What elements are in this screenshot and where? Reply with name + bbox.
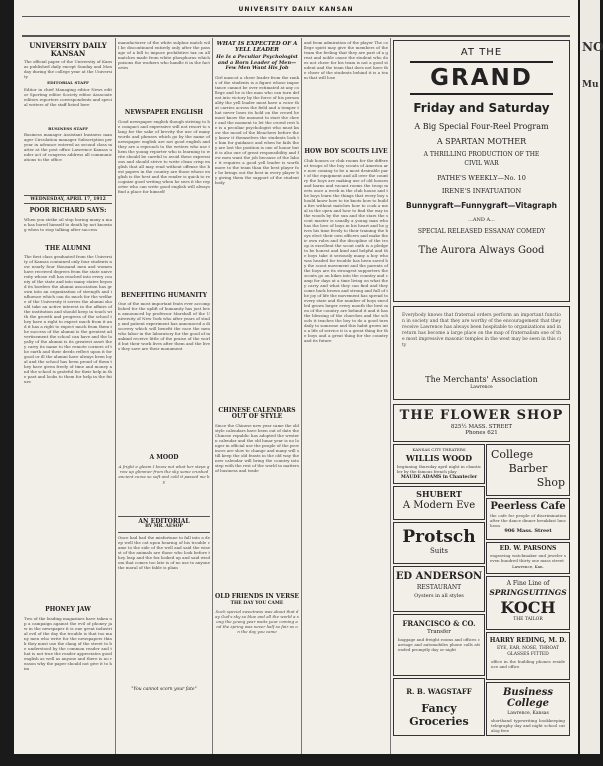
editorial-text: Once had had the misfortune to fall into a deep well the cat upon hearing of his trouble came to the side of the well and said the wisest of the animals are those who look before they leap and the fox looked up and said wisdom that comes too late is of no use to anyone the moral of the fable is plain [118,535,210,571]
francisco-ad [393,614,485,676]
francisco-sub: Transfer [427,629,451,635]
barber-title-1: College [491,448,534,461]
wagstaff-name: R. B. WAGSTAFF [406,687,472,696]
column-divider [115,38,116,754]
reding-line2: GLASSES FITTED [507,652,549,657]
willis-top: KANSAS CITY THEATERS [412,447,466,452]
alumni-text: The first class graduated from the University of Kansas contained only four students now nearly four thousand men and women have received degrees from the state university whose roll has reached into every county of the state and into many states beyond its borders the alumni association has grown into an organization of strength and influence which can do much for the welfare of the University it serves the alumni should take an active interest in the affairs of the institution and should keep in touch with the growth and progress of the school they have a right to expect much from it and it has a right to expect much from them the success of the alumni is the greatest advertisement the school can have and the loyalty of the alumni is its greatest asset they carry its name to the remote corners of the earth and their deeds reflect upon it for good or ill the alumni have always been loyal and the school has been proud of them they have given freely of time and money and the school is grateful for their help in the past and looks to them for help in the future [24,254,112,385]
peerless-address: 906 Mass. Street [504,528,552,534]
business-college-ad [486,682,570,736]
benefiting-humanity-text: One of the most important feats ever accomplished for the uplift of humanity has just been announced by professor Marshall of the University of New York who after years of study and patient experiment has announced a discovery which will benefit the race the men who labor in the laboratory for the good of mankind receive little of the praise of the world but their work lives after them and the lives they save are their monument [118,301,210,352]
editorial-box [118,516,210,534]
grand-title: A SPARTAN MOTHER [436,137,527,146]
protsch-ad [393,522,485,564]
grand-and: ...AND A... [468,217,495,223]
anderson-sub: RESTAURANT [416,584,462,591]
barber-title-3: Shop [536,476,565,489]
willis-wood-ad [393,444,485,484]
wagstaff-ad [393,678,485,736]
business-college-text: shorthand typewriting bookkeeping telegraphy day and night school catalog free [491,718,565,733]
grand-comedy: Bunnygraft—Funnygraft—Vitagraph [406,201,557,210]
flower-shop-address: 825½ MASS. STREET [450,424,513,430]
newspaper-page [14,0,578,754]
chinese-calendars-text: Since the Chinese new year came the old style calendars have been out of date the Chinese republic has adopted the western calendar and the old lunar year is no longer in official use the people of the provinces are slow to change and many will still keep the old feasts in the old way the new calendar will bring the country into step with the rest of the world in matters of business and trade [215,422,299,473]
business-college-name: Business College [502,687,554,709]
grand-slogan: The Aurora Always Good [418,245,545,256]
edge-text-b: Mu [582,80,599,90]
business-staff-list: Business manager Assistant business manager Circulation manager Subscription per year in advance entered as second class matter at the post office Lawrence Kansas under act of congress address all communications to the office [24,132,112,163]
column-4 [304,38,388,754]
business-staff-heading: BUSINESS STAFF [48,125,88,131]
newspaper-english-text: Good newspaper english though striving to be compact and expressive will not resort to slang for the sake of brevity the use of many words and phrases which go by the name of newspaper english are not good english and they are a reproach to the writers who use them the young reporter who is learning to write should be careful to avoid these expressions and should strive to write clean crisp english that all may read without offense the best papers in the country are those whose english is the best and the reader is quick to recognize good writing when he sees it the reporter who can write good english will always find a place for himself [118,118,210,194]
column-divider [212,38,213,754]
shubert-name: SHUBERT [416,489,462,499]
reding-line: EYE, EAR, NOSE, THROAT [496,646,560,651]
old-friends-heading: OLD FRIENDS IN VERSE [215,592,299,600]
a-mood-heading: A MOOD [149,454,179,462]
francisco-text: baggage and freight rooms and offices carriage and automobiles phone calls attended promptly day or night [398,637,480,652]
peerless-name: Peerless Cafe [490,501,566,512]
newspaper-english-heading: NEWSPAPER ENGLISH [124,109,204,116]
grand-desc-1: A THRILLING PRODUCTION OF THE [423,151,540,158]
koch-top: A Fine Line of [506,580,550,587]
masthead-title: UNIVERSITY DAILY KANSAN [29,41,107,58]
editorial-quote: "You cannot scorn your fate" [131,687,197,693]
editorial-staff-list: Editor in chief Managing editor News editor Sporting editor Society editor Associate editors reporters correspondents and special writers of the staff listed here [24,86,112,107]
grand-special: SPECIAL RELEASED ESSANAY COMEDY [417,228,546,235]
parsons-name: ED. W. PARSONS [499,545,557,552]
koch-mid: SPRINGSUITINGS [489,588,567,597]
reding-ad [486,632,570,680]
flower-shop-name: THE FLOWER SHOP [399,408,564,423]
column-3 [215,38,299,754]
day-you-came-poem: Such special sweetness was about that day God's sky so blue and all the world a song the young year waits your coming and the spring was never half so fair as on the day you came [215,609,299,635]
running-head: UNIVERSITY DAILY KANSAN [238,6,354,13]
grand-name: GRAND [410,61,553,95]
protsch-sub: Suits [430,547,448,555]
header-rule [22,35,570,37]
column-2 [118,38,210,754]
willis-line2: MAUDE ADAMS in Chantecler [400,475,478,480]
willis-text: beginning thursday april night in chanticler by the famous french play [397,464,481,474]
grand-feature: A Big Special Four-Reel Program [414,122,549,131]
anderson-restaurant-ad [393,566,485,612]
chinese-calendars-heading: CHINESE CALENDARS OUT OF STYLE [218,406,296,421]
college-barber-ad [486,444,570,496]
shubert-ad [393,486,485,520]
grand-theatre-ad [393,40,570,302]
boy-scouts-heading: HOW BOY SCOUTS LIVE [304,148,388,155]
merchants-line: The Merchants' Association [425,375,538,384]
koch-sub: THE TAILOR [513,617,543,622]
anderson-name: ED ANDERSON [395,571,483,582]
flower-shop-ad [393,404,570,442]
masthead-text: The official paper of the University of Kansas published daily except Sunday and Monday during the college year at the University [24,59,112,80]
edge-text-a: NO [582,40,603,54]
anderson-line: Oysters in all styles [414,593,464,599]
yell-leader-subheading: He Is a Peculiar Psychologist and a Born Leader of Men—Few Men Want His Job [216,54,298,72]
top-rule [22,16,570,17]
koch-name: KOCH [500,598,556,617]
alumni-heading: THE ALUMNI [45,244,91,252]
protsch-name: Protsch [402,527,476,547]
barber-title-2: Barber [508,462,548,475]
col2-lead-text: manufacturer of the white sulphur match will be discontinued entirely only after the passage of a bill to impose prohibitive tax on all matches made from white phosphorus which poisons the workers who handle it in the factories [118,40,210,70]
peerless-text: the cafe for people of discrimination after the dance dinner breakfast luncheon [490,513,566,528]
ad-column [393,38,570,754]
willis-name: WILLIS WOOD [405,453,473,463]
grand-pathe: PATHE'S WEEKLY—No. 10 [437,174,526,182]
yell-leader-heading: WHAT IS EXPECTED OF A YELL LEADER [216,41,298,54]
poor-richard-heading: POOR RICHARD SAYS: [29,207,107,215]
reding-text: office in the building phones residence and office [491,659,565,669]
column-1 [24,38,112,754]
parsons-sub: Lawrence, Kan. [512,564,544,569]
date-line: WEDNESDAY, APRIL 17, 1912 [24,195,112,204]
parsons-ad [486,542,570,574]
adjacent-page-edge [580,0,603,754]
shubert-show: A Modern Eve [402,500,476,511]
merchants-text: Everybody knows that fraternal orders perform an important function in society and that they are worthy of the encouragement that they receive Lawrence has always been hospitable to organizations and in return has become a large place on the map of fraternalism one of the most impressive masonic temples in the west may be seen in this city [402,313,561,348]
phoney-jaw-text: Two of the leading magazines have taken up a campaign against the evil of phoney jaw in the newspaper it is one great industrial evil of the day the trouble is that too many men who write for the newspapers think they must use the slang of the street to be understood by the common reader and that is not true the reader appreciates good english as well as anyone and there is no reason why the paper should not give it to him [24,615,112,671]
flower-shop-phone: Phones 621 [465,430,498,436]
merchants-association-ad [393,306,570,400]
editorial-heading: AN EDITORIAL [138,517,190,525]
editorial-staff-heading: EDITORIAL STAFF [47,80,89,86]
phoney-jaw-heading: PHONEY JAW [45,606,91,614]
francisco-name: FRANCISCO & CO. [402,619,476,628]
col4-lead-text: and from admiration of the player The college spirit may give the members of the team the feeling that they are part of a great and noble cause the student who does not cheer for his team is not a good student and the team that does not have the cheer of the students behind it is a team that will lose [304,40,389,80]
grand-desc-2: CIVIL WAR [464,160,499,167]
parsons-text: engraving watchmaker and jeweler seven hundred thirty one mass street [490,553,566,563]
poor-richard-text: When you strike oil stop boring many a man has bored himself to death by not knowing when to stop talking after success [24,216,113,232]
column-divider [301,38,302,754]
grand-irene: IRENE'S INFATUATION [441,187,522,195]
business-college-sub: Lawrence, Kansas [507,711,549,716]
koch-tailor-ad [486,576,570,630]
merchants-city: Lawrence [470,385,493,390]
boy-scouts-text: Club houses or club rooms for the different troops of the boy scouts of America are now coming to be a most desirable part of the equipment and all over the country the boys are making use of old houses and barns and vacant rooms the troop meets once a week in the club house and the boys learn the things that every boy should know how to tie knots how to build a fire without matches how to cook a meal in the open and how to find the way in the woods by the sun and the stars the scout master is usually a young man who has the love of boys in his heart and he gives his time freely to their training the boys elect their own officers and make their own rules and the discipline of the troop is excellent the scout oath is a pledge to be honest and kind and helpful and the boys take it seriously many a boy who was headed for trouble has been saved by the scout movement and the parents of the boys are its strongest supporters the scouts go on hikes into the country and camp for days at a time living on what they carry and what they can find and they come back brown and strong and full of the joy of life the movement has spread to every state and the number of boys enrolled grows larger every month the best men of the country are behind it and it has the blessing of the churches and the schools it teaches the boy to do a good turn daily to someone and this habit grows into a life of service it is a great thing for the boys and a great thing for the country and its future [304,157,388,343]
wagstaff-sub: Fancy Groceries [409,702,469,728]
column-divider [390,38,391,754]
grand-at-the: AT THE [460,47,503,58]
peerless-cafe-ad [486,498,570,540]
grand-days: Friday and Saturday [413,101,550,115]
yell-leader-text: Girl mascot a cheer leader from the ranks of the students is a figure whose importance cannot be over estimated at any college and he is the man who can turn defeat into victory by the force of his personality the yell leader must have a voice that carries across the field and a temper that never loses its hold on the crowd he must know the moment to start the cheer and the moment to let the crowd rest he is a peculiar psychologist who must know the mood of the bleachers before they know it themselves the students look to him for guidance and when he fails they are lost the position is one of honor but it is also one of great responsibility and few men want the job because of the labor it requires a good yell leader is worth more to the team than the best player for he brings out the best in every player by giving them the support of the student body [215,74,299,185]
day-you-came-heading: THE DAY YOU CAME [230,601,284,607]
reding-name: HARRY REDING, M. D. [489,637,567,644]
a-mood-poem: A fright a gleam I know not what her steps grow up glimmer from the sky some crushed ancient curse so soft and cold it passed me by [118,463,210,484]
benefiting-humanity-heading: BENEFITING HUMANITY [121,291,207,299]
editorial-byline: BY MR. AESOP [145,524,183,530]
